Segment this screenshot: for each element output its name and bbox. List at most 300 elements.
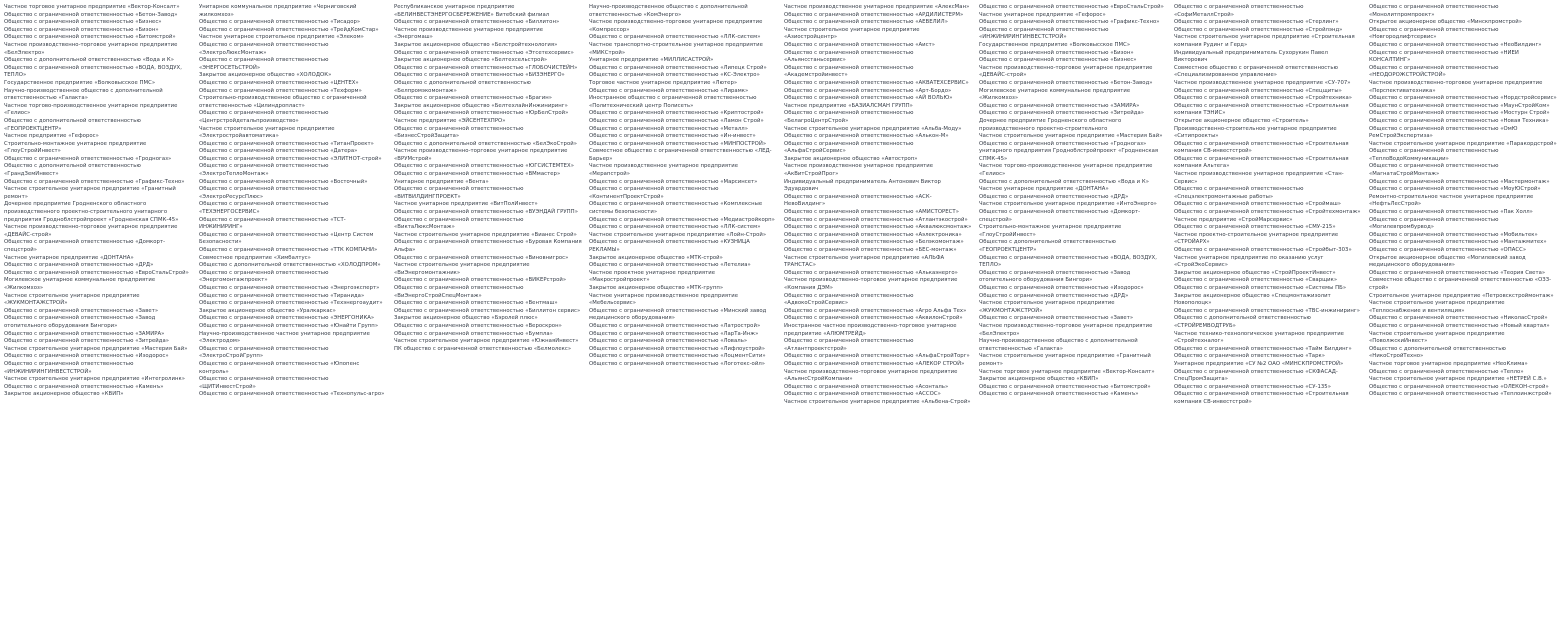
- organization-entry: Общество с ограниченной ответственностью «ТЕХЭНЕРГОСЕРВИС»: [199, 201, 329, 216]
- organization-entry: Общество с ограниченной ответственностью «ЕвроСтальСтрой»: [979, 4, 1164, 10]
- organization-entry: Общество с ограниченной ответственностью «Ин-инвест»: [589, 133, 756, 140]
- organization-entry: Частное строительное унитарное предприятие «Лойн-Строй»: [589, 231, 767, 238]
- list-column: [589, 4, 784, 636]
- organization-entry: Частное производственное унитарное предприятие «АлексМан»: [784, 4, 970, 10]
- organization-entry: Общество с ограниченной ответственностью «Домкорт-спецстрой»: [979, 209, 1141, 223]
- organization-entry: Общество с ограниченной ответственностью «Каменъ»: [979, 391, 1139, 398]
- organization-entry: Иностранное частное производственно-торговое унитарное предприятие «АЛЮМТРЕЙД»: [784, 322, 957, 337]
- organization-entry: Общество с ограниченной ответственностью «ОмЮ РемСтройЭкспертиза»: [1369, 125, 1518, 140]
- organization-entry: Торговое частное унитарное предприятие «Лютер»: [589, 79, 738, 86]
- organization-entry: Частное строительное унитарное предприятие «ЖУКМОНТАЖСТРОЙ»: [979, 300, 1115, 314]
- organization-entry: Общество с ограниченной ответственностью «Аквалюксмонтаж»: [784, 224, 972, 231]
- organization-entry: Унитарное предприятие «МИЛЛИСАСТРОЙ»: [589, 57, 714, 64]
- organization-entry: Частное строительное унитарное предприятие «АЛЬФА ТРАНСТАС»: [784, 254, 945, 269]
- organization-entry: Общество с ограниченной ответственностью «БизнесСтройЗащита»: [394, 125, 524, 140]
- organization-entry: Общество с ограниченной ответственностью «Зитрейда»: [979, 110, 1145, 117]
- organization-entry: Ремонтно-строительное частное унитарное предприятие «НефтьЛесСтрой»: [1369, 193, 1534, 208]
- organization-list: [4, 4, 1564, 636]
- organization-entry: Общество с ограниченной ответственностью «Марсинсет»: [589, 178, 758, 185]
- organization-entry: Частное строительное унитарное предприятие «Азиостройцентр»: [784, 26, 920, 41]
- organization-entry: Общество с ограниченной ответственностью «Завет»: [979, 315, 1134, 322]
- organization-entry: Общество с ограниченной ответственностью «АКВАТЕХСЕРВИС»: [784, 79, 969, 86]
- organization-entry: Общество с ограниченной ответственностью «Новый квартал»: [1369, 322, 1550, 329]
- organization-entry: Общество с ограниченной ответственностью «ТТК КОМПАНИ»: [199, 247, 378, 253]
- organization-entry: Общество с ограниченной ответственностью «Минский завод медицинского оборудования»: [589, 307, 767, 322]
- organization-entry: Общество с дополнительной ответственностью «Белпромэкомонтаж»: [394, 79, 531, 94]
- organization-entry: Общество с ограниченной ответственностью «АдвокоСтройСервис»: [784, 292, 914, 307]
- organization-entry: Могилевское унитарное коммунальное предприятие «Жилкомхоз»: [979, 87, 1131, 102]
- organization-entry: Общество с ограниченной ответственностью «Техформ»: [199, 87, 362, 94]
- organization-entry: Закрытое акционерное общество «Бэролей плюс»: [394, 315, 538, 322]
- organization-entry: Частное унитарное предприятие «ДОНТАНА»: [4, 254, 134, 261]
- organization-entry: Закрытое акционерное общество «БелтехлайнИнжиниринг»: [394, 102, 568, 109]
- organization-entry: Частное строительное унитарное предприятие «Альба-Моду»: [784, 125, 962, 132]
- organization-entry: Общество с ограниченной ответственностью «Брагин»: [394, 95, 553, 102]
- organization-entry: Общество с ограниченной ответственностью «Датера»: [199, 148, 358, 155]
- organization-entry: Общество с ограниченной ответственностью «Тепло»: [1369, 368, 1524, 375]
- organization-entry: Частное предприятие «ЭЙСЕНТЕХПРО»: [394, 117, 506, 124]
- organization-entry: Общество с ограниченной ответственностью «Тарк»: [1174, 353, 1326, 360]
- organization-entry: Общество с ограниченной ответственностью «БИЗЭНЕРГО»: [394, 72, 565, 79]
- organization-entry: Общество с ограниченной ответственностью «Летелиа»: [589, 262, 751, 269]
- organization-entry: Частное предприятие «БАЗИАЛСМАН ГРУПП»: [784, 102, 913, 109]
- organization-entry: Общество с ограниченной ответственностью «Спецэлектромонтажные работы»: [1174, 186, 1304, 200]
- organization-entry: Общество с ограниченной ответственностью «ЭлектроРесурсПлюс»: [199, 186, 329, 200]
- list-column: [784, 4, 979, 636]
- organization-entry: Общество с ограниченной ответственностью «Липецк Строй»: [589, 64, 767, 71]
- organization-entry: Частное производственно-торговое унитарное предприятие «ДЕВАЙС-строй»: [4, 224, 178, 238]
- organization-entry: Общество с ограниченной ответственностью «Бетон-Завод»: [979, 79, 1153, 86]
- organization-entry: Частное строительное унитарное предприятие «Паракордстрой»: [1369, 140, 1557, 147]
- organization-entry: Частное строительное унитарное предприятие «ПоволжскиИнвест»: [1369, 330, 1505, 345]
- organization-entry: Закрытое акционерное общество «ХОЛОДОК»: [199, 72, 332, 79]
- organization-entry: Общество с ограниченной ответственностью «СМУ-215»: [1174, 224, 1336, 231]
- organization-entry: Общество с ограниченной ответственностью «Медиастройкорп»: [589, 216, 775, 223]
- organization-entry: Открытое акционерное общество «Строитель»: [1174, 117, 1309, 124]
- organization-entry: Общество с ограниченной ответственностью «Юпопенс контроль»: [199, 360, 360, 375]
- organization-entry: Общество с ограниченной ответственностью «СофиМеталлСтрой»: [1174, 4, 1304, 18]
- organization-entry: Общество с ограниченной ответственностью «БЕС-монтаж»: [784, 247, 957, 253]
- organization-entry: Строительно-монтажное унитарное предприятие «ГлоуСтройИнвест»: [4, 140, 147, 155]
- organization-entry: Общество с ограниченной ответственностью «Строительная компания ТЭНИС»: [1174, 102, 1349, 117]
- organization-entry: Общество с ограниченной ответственностью «Вентмаш»: [394, 300, 558, 307]
- organization-entry: Общество с ограниченной ответственностью «Стройлэнд»: [1174, 26, 1343, 33]
- organization-entry: Открытое акционерное общество «Могилевский завод медицинского оборудования»: [1369, 254, 1526, 269]
- organization-entry: Совместное предприятие «Химбалтус»: [199, 254, 311, 261]
- organization-entry: Общество с ограниченной ответственностью «Энергоэксперт»: [199, 284, 380, 291]
- organization-entry: Частное производственно-торговое унитарное предприятие «Перспективатехника»: [1369, 79, 1543, 94]
- organization-entry: Общество с ограниченной ответственностью «Тисадор»: [199, 19, 361, 26]
- organization-entry: Общество с дополнительной ответственностью «Вода и К»: [4, 57, 174, 64]
- organization-entry: Общество с ограниченной ответственностью «СКФАСАД-СпецПромЗащита»: [1174, 368, 1338, 383]
- organization-entry: Строительно-производственное общество с ограниченной ответственностью «Цилиндропласт»: [199, 95, 367, 109]
- organization-entry: Научно-производственное общество с дополнительной ответственностью «Галакта»: [4, 87, 163, 102]
- organization-entry: Общество с ограниченной ответственностью «Центрстройдетальпроизводство»: [199, 110, 329, 124]
- organization-entry: Частное проектно-строительное унитарное предприятие «СТРОЙАРХ»: [1174, 231, 1339, 246]
- organization-entry: Частное торгово-производственное унитарное предприятие «Гелиос»: [979, 163, 1153, 178]
- organization-entry: Общество с ограниченной ответственностью «Ловаль»: [589, 338, 748, 345]
- organization-entry: Общество с ограниченной ответственностью «НИЕИ КОНСАЛТИНГ»: [1369, 49, 1519, 64]
- organization-entry: Общество с ограниченной ответственностью «АСК-НевоВилдинг»: [784, 193, 932, 208]
- organization-entry: Общество с ограниченной ответственностью «Строительная компания СВ-инвестстрой»: [1174, 391, 1349, 405]
- organization-entry: Общество с ограниченной ответственностью «Битомстрой»: [979, 383, 1151, 390]
- organization-entry: Общество с ограниченной ответственностью «АССОС»: [784, 391, 941, 398]
- organization-entry: Частное проектное унитарное предприятие «Макростройпроект»: [589, 269, 716, 284]
- organization-entry: Общество с ограниченной ответственностью «ИНЖИНИРИНГИНВЕСТСТРОЙ»: [979, 26, 1109, 41]
- organization-entry: Общество с ограниченной ответственностью «ДРД»: [4, 262, 154, 269]
- organization-entry: Государственное предприятие «Волковысское ПМС»: [4, 79, 156, 86]
- organization-entry: Общество с дополнительной ответственностью «НикоСтройТехно»: [1369, 345, 1506, 360]
- organization-entry: Общество с ограниченной ответственностью «Латрострой»: [589, 322, 761, 329]
- organization-entry: Общество с ограниченной ответственностью «ЮГСИСТЕМТЕХ»: [394, 163, 574, 170]
- organization-entry: Закрытое акционерное общество «Спецмонтажизолит Новополоцк»: [1174, 292, 1331, 307]
- organization-entry: Частное унитарное предприятие по оказанию услуг «СтройЭкоСервис»: [1174, 254, 1324, 269]
- organization-entry: Общество с ограниченной ответственностью «Бизон»: [979, 49, 1134, 56]
- organization-entry: Общество с ограниченной ответственностью «Строительная компания Альтега»: [1174, 155, 1349, 170]
- organization-entry: Общество с ограниченной ответственностью «ВиЭнергоСтройСпецМонтаж»: [394, 284, 524, 299]
- organization-entry: Дочернее предприятие Гродненского областного производственного проектно-строительного унитарного предприятия Гродноблстройпроект «Гродненская СПМК-45»: [4, 201, 179, 223]
- organization-entry: Общество с ограниченной ответственностью «Аэлектроника»: [784, 231, 962, 238]
- organization-entry: Общество с ограниченной ответственностью «ДРД»: [979, 193, 1129, 200]
- organization-entry: Общество с ограниченной ответственностью «Графикс-Техно»: [4, 178, 185, 185]
- organization-entry: Общество с ограниченной ответственностью «Тиранида»: [199, 292, 365, 299]
- organization-entry: Общество с ограниченной ответственностью «Центр Систем Безопасности»: [199, 231, 374, 246]
- organization-entry: Общество с ограниченной ответственностью «Изодорос»: [4, 353, 169, 360]
- organization-entry: Общество с ограниченной ответственностью «Системы ПБ»: [1174, 284, 1347, 291]
- organization-entry: Общество с ограниченной ответственностью «ЛарТа-Инж»: [589, 330, 759, 337]
- organization-entry: Общество с ограниченной ответственностью «ЗАМИРА»: [4, 330, 165, 337]
- organization-entry: Общество с ограниченной ответственностью «Восточный»: [199, 178, 368, 185]
- organization-entry: Закрытое акционерное общество «Белтехсельстрой»: [394, 57, 548, 64]
- organization-entry: Частное строительное унитарное предприятие «НЕТРЕЙ С.В.»: [1369, 376, 1547, 383]
- organization-entry: Частное производственное унитарное предприятие «Мерапстрой»: [589, 163, 739, 178]
- organization-entry: Общество с ограниченной ответственностью «СУ-135»: [1174, 383, 1332, 390]
- organization-entry: Общество с ограниченной ответственностью «Металл»: [589, 125, 749, 132]
- organization-entry: Общество с ограниченной ответственностью «Атлантэкострой»: [784, 216, 968, 223]
- organization-entry: Общество с ограниченной ответственностью «ЭлектроТеплоМонтаж»: [199, 163, 329, 178]
- organization-entry: Общество с ограниченной ответственностью «Буровая Компания Альфа»: [394, 239, 582, 253]
- organization-entry: Закрытое акционерное общество «Белстройтехнология»: [394, 41, 558, 48]
- organization-entry: Общество с ограниченной ответственностью «Гродногаз»: [979, 140, 1147, 147]
- organization-entry: Общество с ограниченной ответственностью «Завет»: [4, 307, 159, 314]
- organization-entry: Общество с ограниченной ответственностью «АЛЕКОР СТРОЙ»: [784, 360, 965, 367]
- organization-entry: Общество с ограниченной ответственностью «ЦЕНТЕХ»: [199, 79, 359, 86]
- organization-entry: Частное производственное унитарное предприятие «СУ-707»: [1174, 79, 1351, 86]
- organization-entry: Общество с дополнительной ответственностью «ГрандЗемИнвест»: [4, 163, 141, 178]
- organization-entry: Общество с ограниченной ответственностью «ВОДА, ВОЗДУХ, ТЕПЛО»: [979, 254, 1157, 269]
- organization-entry: Частное производственно-торговое унитарное предприятие «БелЭлектро»: [4, 41, 178, 56]
- organization-entry: Общество с ограниченной ответственностью «Атлантпроектстрой»: [784, 338, 914, 352]
- organization-entry: Частное торговое унитарное предприятие «Вектор-Консалт»: [4, 4, 180, 10]
- organization-entry: Общество с ограниченной ответственностью «Теплоинжстрой»: [1369, 391, 1552, 398]
- organization-entry: Общество с ограниченной ответственностью «Белэкомонтаж»: [784, 239, 964, 246]
- organization-entry: Общество с ограниченной ответственностью «Виновнигрос»: [394, 254, 569, 261]
- organization-entry: Унитарное предприятие «Вента»: [394, 178, 489, 185]
- organization-entry: Общество с ограниченной ответственностью «НеоВилдинг»: [1369, 41, 1542, 48]
- organization-entry: Общество с дополнительной ответственностью «ГЕОПРОЕКТЦЕНТР»: [979, 239, 1116, 253]
- organization-entry: Общество с ограниченной ответственностью «Биллитон»: [394, 19, 560, 26]
- list-column: [1174, 4, 1369, 636]
- organization-entry: Общество с ограниченной ответственностью «АРДИЛИСТЕРМ»: [784, 11, 964, 18]
- organization-entry: Частное производственное унитарное предприятие «АкВитСтройПрог»: [784, 163, 934, 178]
- organization-entry: Общество с ограниченной ответственностью «МаунСтройКом»: [1369, 102, 1550, 109]
- organization-entry: Общество с ограниченной ответственностью «ЛЛК-систем»: [589, 34, 761, 41]
- list-column: [4, 4, 199, 636]
- organization-entry: Общество с ограниченной ответственностью «Пак Холл»: [1369, 209, 1533, 216]
- organization-entry: Частное производственно-торговое унитарное предприятие «БелЭлектро»: [979, 322, 1153, 337]
- organization-entry: Общество с ограниченной ответственностью «НЕОДОРОЖСТРОЙСТРОЙ»: [1369, 64, 1499, 79]
- organization-entry: Общество с ограниченной ответственностью «ЭНЕРГОСЕТЬСТРОЙ»: [199, 57, 329, 71]
- organization-entry: Общество с ограниченной ответственностью «КУЗНИЦА РЕКЛАМЫ»: [589, 239, 750, 253]
- organization-entry: Общество с ограниченной ответственностью «Битомстрой»: [4, 34, 176, 41]
- organization-entry: Общество с ограниченной ответственностью «Альянсстаньсервис»: [784, 49, 914, 64]
- organization-entry: Общество с ограниченной ответственностью «Криптострой»: [589, 110, 764, 117]
- list-column: [979, 4, 1174, 636]
- organization-entry: Общество с ограниченной ответственностью «ТСТ-ИНЖИНИРИНГ»: [199, 216, 346, 231]
- organization-entry: Частное унитарное предприятие «ДОНТАНА»: [979, 186, 1109, 193]
- organization-entry: Частное торговое унитарное предприятие «НеоКлима»: [1369, 360, 1528, 367]
- organization-entry: Частное строительное унитарное предприятие «Вианес Строй»: [394, 231, 577, 238]
- organization-entry: Дочернее предприятие Гродненского областного производственного проектно-строительного: [979, 117, 1122, 132]
- organization-entry: Общество с ограниченной ответственностью «Агро Альфа Тех»: [784, 307, 967, 314]
- organization-entry: Закрытое акционерное общество «Уралкаркас»: [199, 307, 336, 314]
- organization-entry: Общество с ограниченной ответственностью «Домкорт-спецстрой»: [4, 239, 166, 253]
- organization-entry: Общество с ограниченной ответственностью «Теория Света»: [1369, 269, 1546, 276]
- organization-entry: Закрытое акционерное общество «Автостроп»: [784, 155, 918, 162]
- organization-entry: Общество с ограниченной ответственностью «Ламон Строй»: [589, 117, 764, 124]
- organization-entry: Республиканское унитарное предприятие «БЕЛИНВЕСТЭНЕРГОСБЕРЕЖЕНИЕ» Витебский филиал: [394, 4, 550, 18]
- organization-entry: Общество с ограниченной ответственностью «Техэнергоаудит»: [199, 300, 383, 307]
- organization-entry: Частное строительное унитарное предприятие «ЖУКМОНТАЖСТРОЙ»: [4, 292, 140, 307]
- organization-entry: Общество с дополнительной ответственностью «Вода и К»: [979, 178, 1149, 185]
- organization-entry: Частное производственно-торговое унитарное предприятие «ВРУМстрой»: [394, 148, 568, 162]
- organization-entry: Общество с ограниченной ответственностью «Сварщик»: [1174, 277, 1338, 284]
- organization-entry: Частное строительное унитарное предприятие «Мастерия Бай»: [4, 345, 188, 352]
- organization-entry: Общество с ограниченной ответственностью «Лирамк»: [589, 87, 749, 94]
- organization-entry: Унитарное коммунальное предприятие «Черниговский жилкомхоз»: [199, 4, 357, 18]
- organization-entry: Научно-производственное общество с дополнительной ответственностью «Галакта»: [979, 338, 1138, 352]
- organization-entry: Общество с ограниченной ответственностью «ЗАМИРА»: [979, 102, 1140, 109]
- organization-entry: Общество с дополнительной ответственностью «ХОЛОДПРОМ»: [199, 262, 381, 269]
- organization-entry: Общество с ограниченной ответственностью «Бетон-Завод»: [4, 11, 178, 18]
- organization-entry: Закрытое акционерное общество «МТК-строй»: [589, 254, 723, 261]
- organization-entry: Общество с дополнительной ответственностью «ГЕОПРОЕКТЦЕНТР»: [4, 117, 141, 132]
- organization-entry: Частное производственно-торговое унитарное предприятие «ДЕВАЙС-строй»: [979, 64, 1153, 79]
- organization-entry: Общество с ограниченной ответственностью «ЭлектроЛюксМонтаж»: [199, 41, 329, 56]
- organization-entry: Общество с ограниченной ответственностью «Юнайти Групп»: [199, 322, 379, 329]
- organization-entry: Общество с ограниченной ответственностью «Стройтехника»: [1174, 95, 1353, 102]
- organization-entry: Частное торгово-производственное унитарное предприятие «Гелиос»: [4, 102, 178, 117]
- organization-entry: Общество с ограниченной ответственностью «АльфаСтройТорг»: [784, 353, 970, 360]
- organization-entry: Частное торговое унитарное предприятие «Вектор-Консалт»: [979, 368, 1155, 375]
- organization-entry: Частное строительное унитарное предприятие «Гранитный ремонт»: [979, 353, 1151, 367]
- organization-entry: Общество с ограниченной ответственностью «Мантажмитех»: [1369, 239, 1547, 246]
- organization-entry: Общество с ограниченной ответственностью «Энергомонтажпроект»: [199, 269, 329, 284]
- organization-entry: Частное технико-технологическое унитарное предприятие «Стройтехналог»: [1174, 330, 1344, 345]
- organization-entry: Частное строительное унитарное предприятие «Интегролинк»: [4, 376, 186, 383]
- organization-entry: Общество с ограниченной ответственностью «Могилевпромбурвод»: [1369, 216, 1499, 231]
- organization-entry: Общество с ограниченной ответственностью «ВИТВИЛДИНГПРОЕКТ»: [394, 186, 524, 200]
- organization-entry: Общество с ограниченной ответственностью «Спецщиты»: [1174, 87, 1342, 94]
- organization-entry: Общество с ограниченной ответственностью «Арт-Бордо»: [784, 87, 952, 94]
- organization-entry: Общество с ограниченной ответственностью «Мостурн Строй»: [1369, 110, 1550, 117]
- organization-entry: Общество с ограниченной ответственностью «Тайм Билдинг»: [1174, 345, 1352, 352]
- organization-entry: Научно-производственное общество с дополнительной ответственностью «КомЭнерго»: [589, 4, 748, 18]
- organization-entry: Могилевское унитарное коммунальное предприятие «Жилкомхоз»: [4, 277, 156, 291]
- organization-entry: Общество с ограниченной ответственностью «Стройбыт-303»: [1174, 247, 1352, 253]
- organization-entry: Общество с ограниченной ответственностью «АМИСТОРЕСТ»: [784, 209, 960, 216]
- organization-entry: ПК общество с ограниченной ответственностью «Белмолекс»: [394, 345, 572, 352]
- organization-entry: Общество с ограниченной ответственностью «ЩИТИнвестСтрой»: [199, 376, 329, 390]
- organization-entry: Общество с ограниченной ответственностью «БелагроЦентрСтрой»: [784, 110, 914, 124]
- organization-entry: Частное транспортно-строительное унитарное предприятие «МИКСтрой»: [589, 41, 763, 56]
- organization-entry: Общество с ограниченной ответственностью «ИНЖИНИРИНГИНВЕСТСТРОЙ»: [4, 360, 134, 375]
- organization-entry: Общество с ограниченной ответственностью «ОПАСС»: [1369, 247, 1527, 253]
- organization-entry: Общество с ограниченной ответственностью «Логотекс-ойл»: [589, 360, 766, 367]
- organization-entry: Общество с ограниченной ответственностью «Комплексные системы безопасности»: [589, 201, 763, 216]
- organization-entry: Общество с ограниченной ответственностью «Биллитон сервис»: [394, 307, 581, 314]
- organization-entry: Общество с дополнительной ответственностью «СТРОЙРЕМВОДТРУБ»: [1174, 315, 1311, 329]
- organization-entry: Совместное общество с ограниченной ответственностью «Специализированное управление»: [1174, 64, 1339, 79]
- organization-entry: Частное строительное унитарное предприятие «Теплоснабжение и вентиляция»: [1369, 300, 1505, 314]
- organization-entry: Закрытое акционерное общество «КВИП»: [979, 376, 1099, 383]
- organization-entry: Общество с ограниченной ответственностью «Гродногаз»: [4, 155, 172, 162]
- organization-entry: Общество с ограниченной ответственностью «Стройтехмонтаж»: [1174, 209, 1361, 216]
- organization-entry: Частное производственное унитарное предприятие «Энергомаш»: [394, 26, 544, 41]
- organization-entry: Общество с ограниченной ответственностью «Бизнес»: [979, 57, 1137, 64]
- organization-entry: Общество с ограниченной ответственностью «Бизон»: [4, 26, 159, 33]
- organization-entry: Общество с ограниченной ответственностью «ВиктаЛюксМонтаж»: [394, 216, 524, 231]
- organization-entry: Общество с ограниченной ответственностью «Завод отопительного оборудования Бингори»: [4, 315, 156, 329]
- organization-entry: Частное строительное унитарное предприятие «ЮжнаяИнвест»: [394, 338, 579, 345]
- organization-entry: Общество с ограниченной ответственностью «ВИКЕРстрой»: [394, 277, 567, 284]
- organization-entry: Общество с ограниченной ответственностью «ГЛОБОЧИСТЕЙН»: [394, 64, 578, 71]
- organization-entry: Общество с ограниченной ответственностью «МИНПОСТРОЙ»: [589, 140, 767, 147]
- organization-entry: Частное производственно-торговое унитарное предприятие «АльянсСтройКомпани»: [784, 368, 958, 383]
- organization-entry: Общество с ограниченной ответственностью «ЛЛК-систем»: [589, 224, 761, 231]
- organization-entry: Общество с ограниченной ответственностью «Бумпла»: [394, 330, 553, 337]
- organization-entry: Общество с ограниченной ответственностью «ДРД»: [979, 292, 1129, 299]
- organization-entry: Общество с ограниченной ответственностью «Алькаэнерго»: [784, 269, 958, 276]
- organization-entry: Общество с ограниченной ответственностью «ЭНЕРГОНИКА»: [199, 315, 375, 322]
- organization-entry: Общество с ограниченной ответственностью «Завод отопительного оборудования Бингори»: [979, 269, 1131, 284]
- organization-entry: Частное строительное унитарное предприятие «ВиЭнергомонтажник»: [394, 262, 530, 276]
- organization-entry: Общество с ограниченной ответственностью «АЕВЕЛИЛ»: [784, 19, 949, 26]
- organization-entry: Строительно-монтажное унитарное предприятие «ГлоуСтройИнвест»: [979, 224, 1122, 238]
- organization-entry: Общество с ограниченной ответственностью «Монолитпромпроект»: [1369, 4, 1499, 18]
- organization-entry: Общество с ограниченной ответственностью «МагнатаСтройМонтаж»: [1369, 163, 1499, 178]
- organization-entry: Общество с ограниченной ответственностью «Бизнес»: [4, 19, 162, 26]
- list-column: [1369, 4, 1564, 636]
- organization-entry: Общество с ограниченной ответственностью «ОЛЕКОН-строй»: [1369, 383, 1549, 390]
- organization-entry: Закрытое акционерное общество «КВИП»: [4, 391, 124, 398]
- organization-entry: Общество с ограниченной ответственностью «ВМмастер»: [394, 171, 561, 178]
- organization-entry: Закрытое акционерное общество «СтройПроектИнвест»: [1174, 269, 1336, 276]
- organization-entry: Унитарное предприятие «СУ №2 ОАО «МИНСКПРОМСТРОЙ»: [1174, 360, 1344, 367]
- organization-entry: Общество с ограниченной ответственностью «Новая Техника»: [1369, 117, 1549, 124]
- organization-entry: Общество с дополнительной ответственностью «БелЭкоСтрой»: [394, 140, 578, 147]
- organization-entry: Общество с ограниченной ответственностью «ЛоцментСити»: [589, 353, 766, 360]
- organization-entry: Частное производственно-торговое унитарное предприятие «Компания ДЭМ»: [784, 277, 958, 291]
- organization-entry: Общество с ограниченной ответственностью «Каменъ»: [4, 383, 164, 390]
- organization-entry: Общество с ограниченной ответственностью «ЭЛИТНОТ-строй»: [199, 155, 382, 162]
- organization-entry: Общество с ограниченной ответственностью «АльфаСтройСервис»: [784, 140, 914, 155]
- organization-entry: Иностранное общество с ограниченной ответственностью «Политехнический центр Полисеть»: [589, 95, 757, 109]
- organization-entry: Частное предприятие «СтройМарсервис»: [1174, 216, 1293, 223]
- organization-entry: Общество с ограниченной ответственностью «ЮрБелСтрой»: [394, 110, 569, 117]
- organization-entry: Производственно-строительное унитарное предприятие «Ситипроекты»: [1174, 125, 1337, 140]
- organization-entry: Общество с ограниченной ответственностью «ТВС-инжиниринг»: [1174, 307, 1361, 314]
- list-column: [199, 4, 394, 636]
- organization-entry: Общество с ограниченной ответственностью «Графикс-Техно»: [979, 19, 1160, 26]
- organization-entry: Частное предприятие «Гефорос»: [4, 133, 99, 140]
- organization-entry: Открытое акционерное общество «Минскпромстрой»: [1369, 19, 1523, 26]
- organization-entry: Общество с ограниченной ответственностью «Мастермонтаж»: [1369, 178, 1550, 185]
- organization-entry: Частное строительное унитарное предприятие «Электростройавтоматика»: [199, 125, 335, 140]
- organization-entry: Общество с ограниченной ответственностью «Новгородлифтсервис»: [1369, 26, 1499, 41]
- organization-entry: Строительное унитарное предприятие «Петровскстроймонтаж»: [1369, 292, 1554, 299]
- organization-entry: Частное строительное унитарное предприятие «Альбена-Строй»: [784, 398, 971, 405]
- organization-entry: Общество с ограниченной ответственностью «ТрейдКомСтар»: [199, 26, 379, 33]
- organization-entry: Частное строительное унитарное предприятие «ИнтоЭнерго»: [979, 201, 1157, 208]
- organization-entry: Частное строительное унитарное предприятие «Строительная компания Рудинг и Герд»: [1174, 34, 1355, 48]
- organization-entry: Общество с ограниченной ответственностью «ВУЭНДАЙ ГРУПП»: [394, 209, 578, 216]
- organization-entry: Научно-производственное частное унитарное предприятие «Электродом»: [199, 330, 370, 345]
- organization-entry: Общество с ограниченной ответственностью «Асонталь»: [784, 383, 949, 390]
- organization-entry: Общество с ограниченной ответственностью «Зитрейда»: [4, 338, 170, 345]
- organization-entry: Частное унитарное производственное предприятие «Мебельсервис»: [589, 292, 739, 307]
- organization-entry: Общество с ограниченной ответственностью «Аист»: [784, 41, 936, 48]
- organization-entry: Индивидуальный предприниматель Сухорукин Павел Викторович: [1174, 49, 1328, 64]
- organization-entry: Общество с ограниченной ответственностью «ТитанПроект»: [199, 140, 374, 147]
- organization-entry: Общество с ограниченной ответственностью «НиколасСтрой»: [1369, 315, 1548, 322]
- organization-entry: Общество с ограниченной ответственностью «Алькон-М»: [784, 133, 949, 140]
- organization-entry: Государственное предприятие «Волковысское ПМС»: [979, 41, 1131, 48]
- organization-entry: Общество с ограниченной ответственностью «Мобильтек»: [1369, 231, 1538, 238]
- organization-entry: Частное строительное унитарное предприятие «Гранитный ремонт»: [4, 186, 176, 200]
- organization-entry: Общество с ограниченной ответственностью «Изодорос»: [979, 284, 1144, 291]
- list-column: [394, 4, 589, 636]
- organization-entry: Общество с ограниченной ответственностью «Стерлинг»: [1174, 19, 1339, 26]
- organization-entry: Частное производственно-торговое унитарное предприятие «Компрессор»: [589, 19, 763, 33]
- organization-entry: Общество с ограниченной ответственностью «Нордстройсервис»: [1369, 95, 1557, 102]
- organization-entry: Общество с ограниченной ответственностью «МоуЮСтрой»: [1369, 186, 1541, 193]
- organization-entry: Общество с ограниченной ответственностью «Строймаш»: [1174, 201, 1342, 208]
- organization-entry: Общество с ограниченной ответственностью «ТеплоВодоКоммуникации»: [1369, 148, 1499, 162]
- organization-entry: Общество с ограниченной ответственностью «ВОДА, ВОЗДУХ, ТЕПЛО»: [4, 64, 182, 79]
- organization-entry: Общество с ограниченной ответственностью «Этсетехсервис»: [394, 49, 574, 56]
- organization-entry: Частное унитарное строительное предприятие «Элеком»: [199, 34, 364, 41]
- organization-entry: Индивидуальный предприниматель Антонович Виктор Эдуардович: [784, 178, 941, 193]
- organization-entry: Закрытое акционерное общество «МТК-групп»: [589, 284, 724, 291]
- organization-entry: унитарного предприятия Гродноблстройпроект «Гродненская СПМК-45»: [979, 148, 1159, 162]
- organization-entry: Общество с ограниченной ответственностью «Строительная компания СВ-инвестстрой»: [1174, 140, 1349, 155]
- organization-entry: Общество с ограниченной ответственностью «Академстройинвест»: [784, 64, 914, 79]
- organization-entry: Частное производственное унитарное предприятие «Стан-Сервис»: [1174, 171, 1344, 185]
- organization-entry: Общество с ограниченной ответственностью «КС-Электро»: [589, 72, 760, 79]
- organization-entry: Общество с ограниченной ответственностью «АквилонСтрой»: [784, 315, 963, 322]
- organization-entry: Общество с ограниченной ответственностью «ЕвроСтальСтрой»: [4, 269, 189, 276]
- organization-entry: Общество с ограниченной ответственностью «АЙ ВОЛЬЮ»: [784, 95, 953, 102]
- organization-entry: Общество с ограниченной ответственностью «КонтинентПроектСтрой»: [589, 186, 719, 200]
- organization-entry: Общество с ограниченной ответственностью «ЭлектроСтройГрупп»: [199, 345, 329, 360]
- organization-entry: Общество с ограниченной ответственностью «Технопульс-агро»: [199, 391, 385, 398]
- organization-entry: Частное унитарное предприятие «ВитПолИнвест»: [394, 201, 538, 208]
- organization-entry: Общество с ограниченной ответственностью «Лифлоустрой»: [589, 345, 766, 352]
- organization-entry: Частное унитарное предприятие «Гефорос»: [979, 11, 1106, 18]
- organization-entry: Общество с ограниченной ответственностью «Вероскрон»: [394, 322, 562, 329]
- organization-entry: Совместное общество с ограниченной ответственностью «ЛЕД-Барьер»: [589, 148, 772, 162]
